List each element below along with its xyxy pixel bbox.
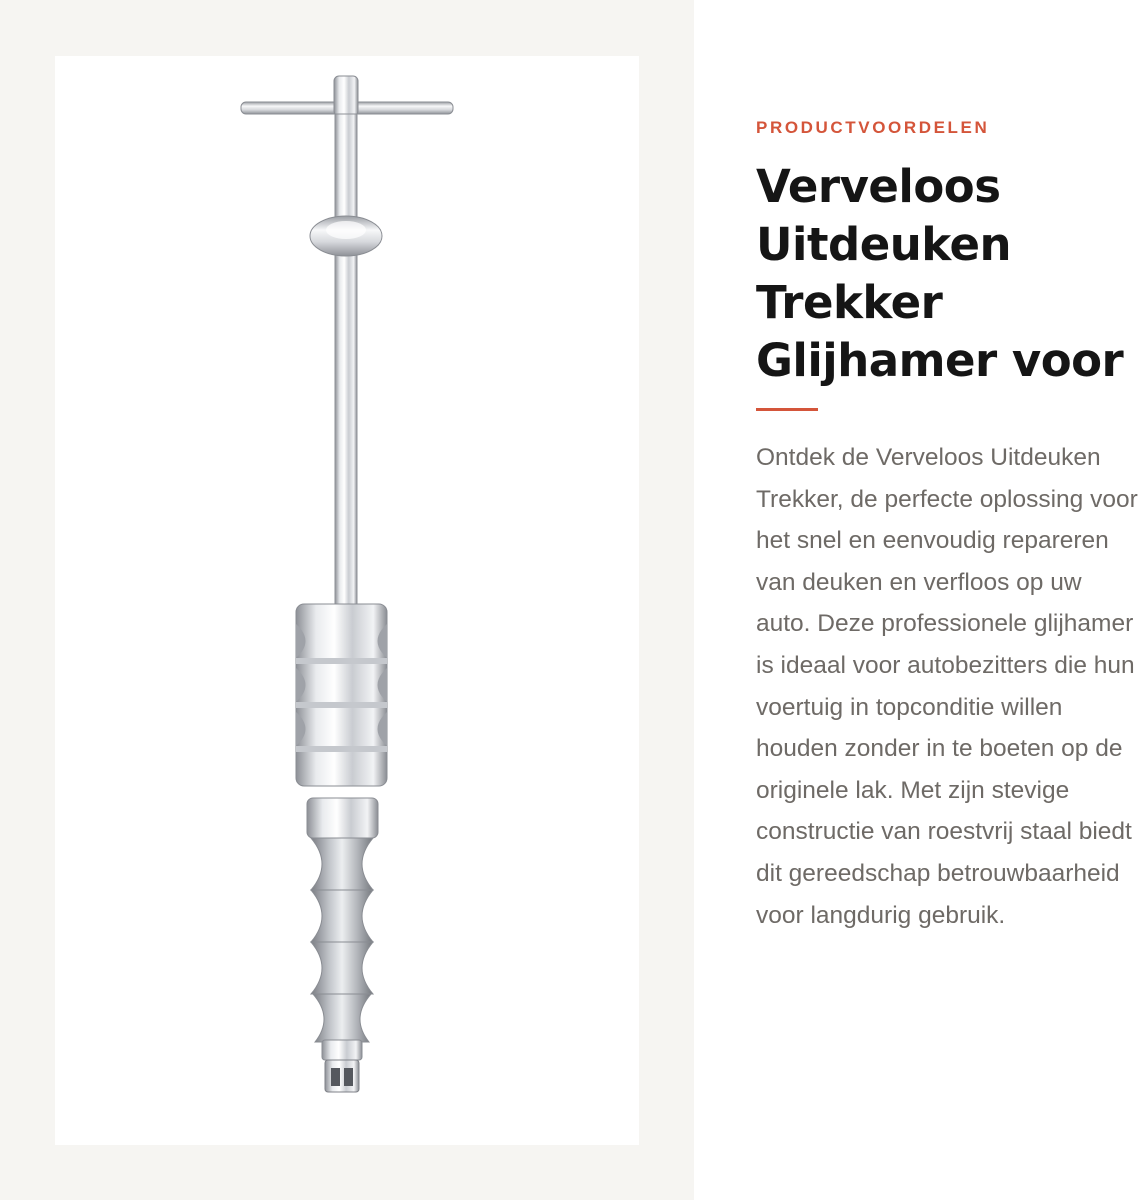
section-eyebrow: PRODUCTVOORDELEN bbox=[756, 118, 990, 137]
product-benefits-section bbox=[694, 0, 1139, 1200]
section-title: Verveloos Uitdeuken Trekker Glijhamer voor bbox=[756, 160, 1124, 387]
accent-divider bbox=[756, 408, 818, 411]
slide-hammer-dent-puller-image bbox=[55, 56, 639, 1145]
section-description: Ontdek de Verveloos Uitdeuken Trekker, de perfecte oplossing voor het snel en eenvoudig repareren van deuken en verfloos op uw auto. Deze professionele glijhamer is ideaal voor autobezitters die hun voertuig in topconditie willen houden zonder in te boeten op de originele lak. Met zijn stevige constructie van roestvrij staal biedt dit gereedschap betrouwbaarheid voor langdurig gebruik. bbox=[756, 444, 1138, 929]
product-image bbox=[55, 56, 639, 1145]
